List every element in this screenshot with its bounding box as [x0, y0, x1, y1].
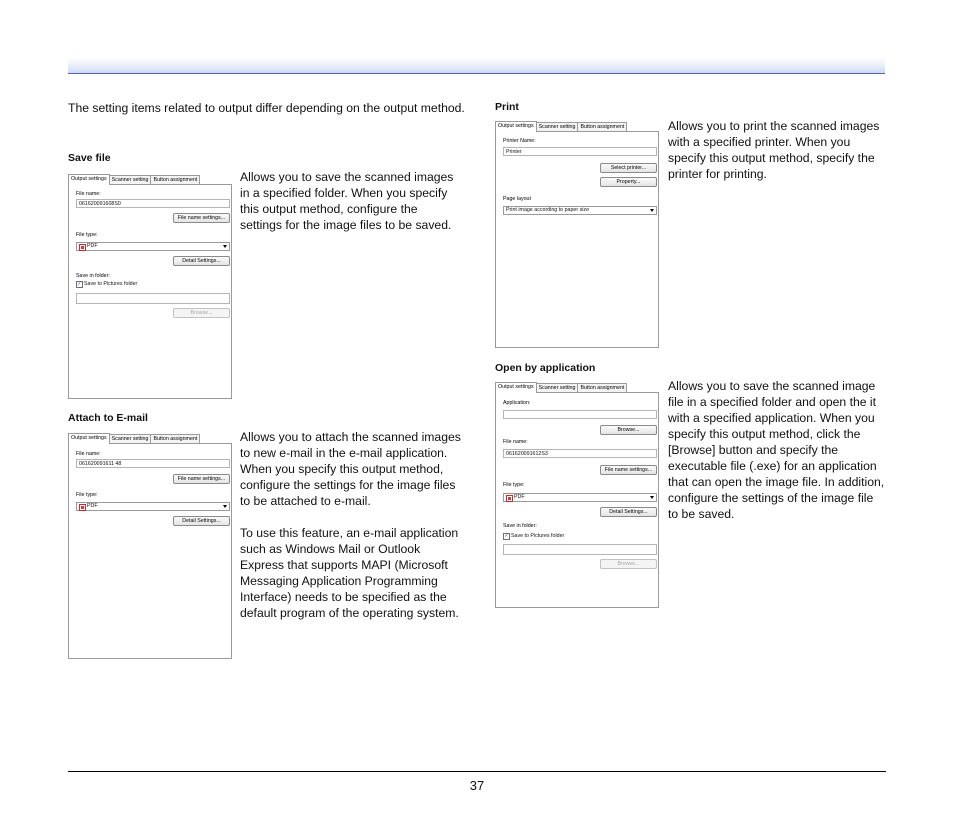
save-to-pictures-checkbox[interactable]: ✓ [77, 281, 82, 287]
file-type-label: File type: [503, 482, 525, 488]
file-type-select[interactable] [503, 493, 657, 502]
browse-application-button[interactable]: Browse... [600, 425, 657, 435]
pdf-icon [79, 244, 86, 251]
tab-button-assignment[interactable]: Button assignment [150, 175, 200, 185]
save-file-dialog [68, 174, 232, 399]
file-name-settings-button[interactable]: File name settings... [173, 213, 230, 223]
email-description: Allows you to attach the scanned images to new e-mail in the e-mail application. When you specify this output method, configure the settings for the image files to be attached to e-mail. [240, 430, 461, 508]
save-file-description: Allows you to save the scanned images in a specified folder. When you specify this output method, configure the settings for the image files to be saved. [240, 170, 454, 232]
save-to-pictures-label: Save to Pictures folder [84, 281, 138, 287]
page-layout-label: Page layout [503, 196, 531, 202]
folder-path-input[interactable] [76, 293, 230, 304]
printer-name-label: Printer Name: [503, 138, 536, 144]
open-app-description: Allows you to save the scanned image file in a specified folder and open the it with a specified application. When you specify this output method, click the [Browse] button and specify the executable file (.exe) for an application that can open the image file. In addition, configure the settings of the image file to be saved. [668, 379, 885, 521]
pdf-icon [506, 495, 513, 502]
detail-settings-button[interactable]: Detail Settings... [173, 256, 230, 266]
tab-output-settings[interactable]: Output settings [68, 433, 110, 444]
open-app-heading: Open by application [495, 362, 596, 374]
email-dialog [68, 433, 232, 659]
dropdown-arrow-icon [223, 505, 227, 508]
dialog-body [495, 131, 659, 348]
file-type-value: PDF [87, 243, 98, 249]
page-layout-value: Print image according to paper size [506, 207, 590, 213]
file-name-label: File name: [76, 191, 101, 197]
save-to-pictures-label: Save to Pictures folder [511, 533, 565, 539]
file-name-settings-button[interactable]: File name settings... [173, 474, 230, 484]
open-app-dialog [495, 382, 659, 608]
printer-name-input[interactable]: Printer [503, 147, 657, 156]
print-description: Allows you to print the scanned images with a specified printer. When you specify this output method, specify the printer for printing. [668, 119, 880, 181]
detail-settings-button[interactable]: Detail Settings... [600, 507, 657, 517]
file-name-settings-button[interactable]: File name settings... [600, 465, 657, 475]
browse-button[interactable]: Browse... [173, 308, 230, 318]
save-in-folder-label: Save in folder: [503, 523, 537, 529]
file-name-label: File name: [76, 451, 101, 457]
detail-settings-button[interactable]: Detail Settings... [173, 516, 230, 526]
tab-strip [495, 382, 626, 392]
file-name-input[interactable]: 061620091608S0 [76, 199, 230, 208]
dropdown-arrow-icon [650, 496, 654, 499]
application-label: Application: [503, 400, 531, 406]
tab-strip [68, 433, 199, 443]
page-number: 37 [469, 778, 485, 793]
file-type-label: File type: [76, 492, 98, 498]
save-file-heading: Save file [68, 152, 111, 164]
tab-output-settings[interactable]: Output settings [495, 382, 537, 393]
email-heading: Attach to E-mail [68, 412, 148, 424]
property-button[interactable]: Property... [600, 177, 657, 187]
tab-scanner-setting[interactable]: Scanner setting [536, 122, 579, 132]
file-name-input[interactable]: 061620091612S3 [503, 449, 657, 458]
header-bar [68, 57, 885, 74]
select-printer-button[interactable]: Select printer... [600, 163, 657, 173]
tab-strip [495, 121, 626, 131]
tab-output-settings[interactable]: Output settings [495, 121, 537, 132]
print-heading: Print [495, 101, 519, 113]
tab-strip [68, 174, 199, 184]
file-type-value: PDF [514, 494, 525, 500]
dialog-body [68, 184, 232, 399]
email-note: To use this feature, an e-mail application such as Windows Mail or Outlook Express that supports MAPI (Microsoft Messaging Application Programming Interface) needs to be specified as the default program of the operating system. [240, 526, 459, 620]
save-to-pictures-checkbox[interactable]: ✓ [504, 533, 509, 539]
file-type-select[interactable] [76, 502, 230, 511]
browse-folder-button[interactable]: Browse... [600, 559, 657, 569]
dialog-body [68, 443, 232, 659]
footer-rule [68, 771, 886, 772]
pdf-icon [79, 504, 86, 511]
tab-button-assignment[interactable]: Button assignment [150, 434, 200, 444]
file-type-label: File type: [76, 232, 98, 238]
file-type-value: PDF [87, 503, 98, 509]
tab-button-assignment[interactable]: Button assignment [577, 122, 627, 132]
dropdown-arrow-icon [223, 245, 227, 248]
tab-output-settings[interactable]: Output settings [68, 174, 110, 185]
save-in-folder-label: Save in folder: [76, 273, 110, 279]
tab-scanner-setting[interactable]: Scanner setting [536, 383, 579, 393]
tab-button-assignment[interactable]: Button assignment [577, 383, 627, 393]
page-layout-select[interactable] [503, 206, 657, 215]
dialog-body [495, 392, 659, 608]
file-type-select[interactable] [76, 242, 230, 251]
application-input[interactable] [503, 410, 657, 419]
file-name-label: File name: [503, 439, 528, 445]
tab-scanner-setting[interactable]: Scanner setting [109, 434, 152, 444]
tab-scanner-setting[interactable]: Scanner setting [109, 175, 152, 185]
print-dialog [495, 121, 659, 348]
intro-text: The setting items related to output differ depending on the output method. [68, 101, 465, 115]
folder-path-input[interactable] [503, 544, 657, 555]
dropdown-arrow-icon [650, 209, 654, 212]
file-name-input[interactable]: 061620091611 48 [76, 459, 230, 468]
